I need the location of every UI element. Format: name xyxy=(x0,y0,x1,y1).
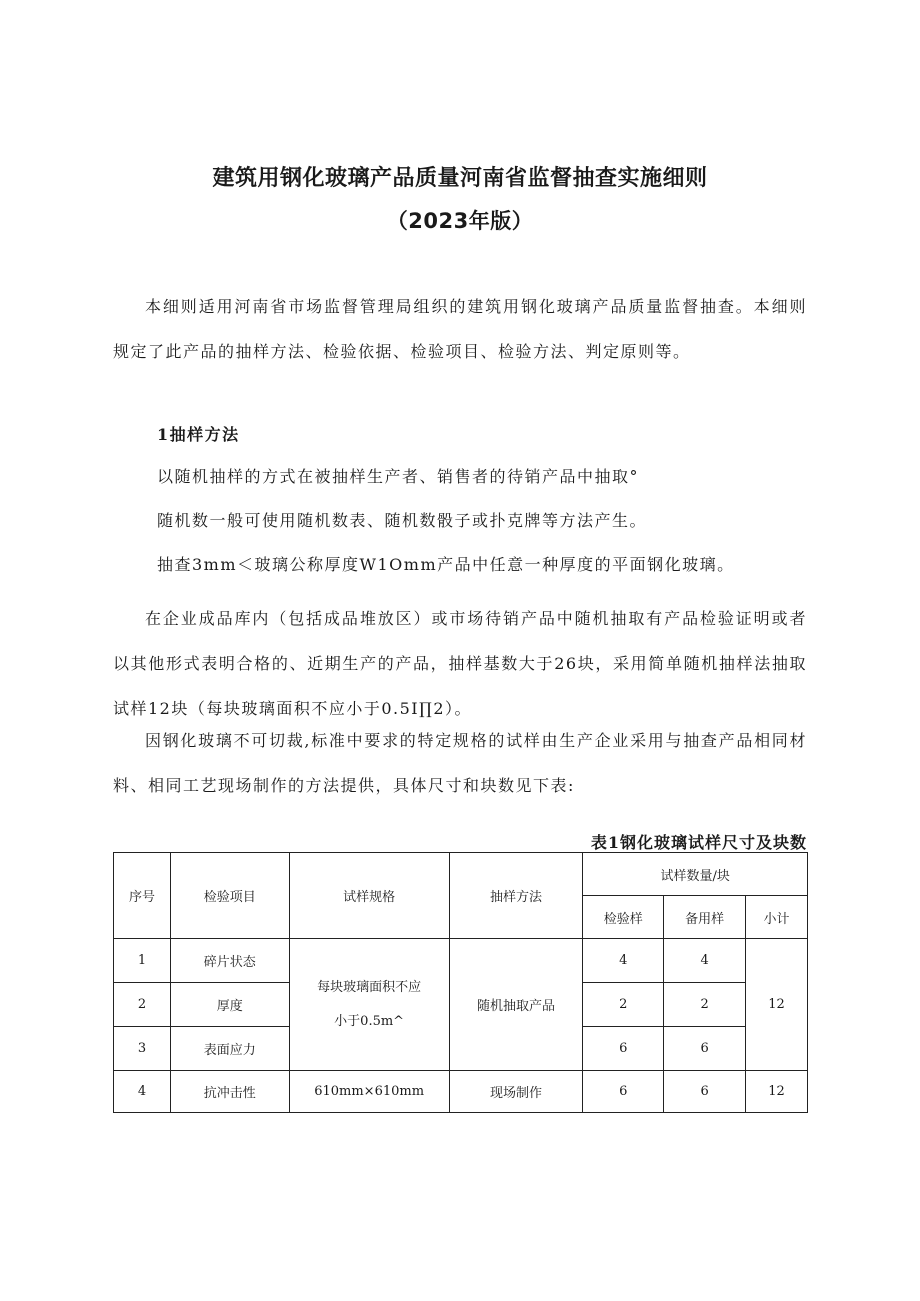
header-method: 抽样方法 xyxy=(449,853,583,939)
paragraph-sampling-location: 在企业成品库内（包括成品堆放区）或市场待销产品中随机抽取有产品检验证明或者以其他形式表明合格的、近期生产的产品，抽样基数大于26块，采用简单随机抽样法抽取试样12块（每块玻璃面积不应小于0.5I∏2）。 xyxy=(113,609,807,718)
cell-item: 表面应力 xyxy=(170,1027,289,1071)
cell-backup: 6 xyxy=(664,1027,746,1071)
header-subtotal: 小计 xyxy=(746,896,808,939)
table-row xyxy=(114,939,808,983)
paragraph-random-sampling: 以随机抽样的方式在被抽样生产者、销售者的待销产品中抽取° xyxy=(157,467,640,486)
header-spec: 试样规格 xyxy=(289,853,449,939)
cell-backup: 2 xyxy=(664,983,746,1027)
section-heading-sampling: 1抽样方法 xyxy=(157,425,240,444)
paragraph-thickness: 抽查3mm＜玻璃公称厚度W1Omm产品中任意一种厚度的平面钢化玻璃。 xyxy=(157,555,735,574)
cell-inspect: 4 xyxy=(583,939,664,983)
document-title: 建筑用钢化玻璃产品质量河南省监督抽查实施细则 xyxy=(212,166,708,191)
header-inspect: 检验样 xyxy=(583,896,664,939)
specimen-table xyxy=(113,852,808,1113)
cell-inspect: 6 xyxy=(583,1027,664,1071)
table-caption: 表1钢化玻璃试样尺寸及块数 xyxy=(590,833,807,852)
cell-spec: 610mm×610mm xyxy=(289,1071,449,1113)
cell-no: 1 xyxy=(114,939,171,983)
paragraph-random-number: 随机数一般可使用随机数表、随机数骰子或扑克牌等方法产生。 xyxy=(157,511,648,530)
cell-subtotal: 12 xyxy=(746,1071,808,1113)
cell-subtotal-group: 12 xyxy=(746,939,808,1071)
document-subtitle: （2023年版） xyxy=(386,209,534,233)
intro-paragraph: 本细则适用河南省市场监督管理局组织的建筑用钢化玻璃产品质量监督抽查。本细则规定了此产品的抽样方法、检验依据、检验项目、检验方法、判定原则等。 xyxy=(113,297,807,361)
cell-no: 3 xyxy=(114,1027,171,1071)
cell-no: 4 xyxy=(114,1071,171,1113)
header-backup: 备用样 xyxy=(664,896,746,939)
header-item: 检验项目 xyxy=(170,853,289,939)
header-quantity-group: 试样数量/块 xyxy=(583,853,808,896)
cell-item: 碎片状态 xyxy=(170,939,289,983)
cell-inspect: 6 xyxy=(583,1071,664,1113)
cell-item: 厚度 xyxy=(170,983,289,1027)
cell-item: 抗冲击性 xyxy=(170,1071,289,1113)
cell-backup: 6 xyxy=(664,1071,746,1113)
paragraph-specimens: 因钢化玻璃不可切裁,标准中要求的特定规格的试样由生产企业采用与抽查产品相同材料、相同工艺现场制作的方法提供，具体尺寸和块数见下表: xyxy=(113,731,807,795)
spec-group-line1: 每块玻璃面积不应 xyxy=(317,979,422,995)
cell-method-group: 随机抽取产品 xyxy=(449,939,583,1071)
spec-group-line2: 小于0.5m^ xyxy=(334,1013,405,1029)
cell-backup: 4 xyxy=(664,939,746,983)
cell-method: 现场制作 xyxy=(449,1071,583,1113)
cell-no: 2 xyxy=(114,983,171,1027)
table-row xyxy=(114,1071,808,1113)
cell-spec-group xyxy=(289,939,449,1071)
header-no: 序号 xyxy=(114,853,171,939)
cell-inspect: 2 xyxy=(583,983,664,1027)
